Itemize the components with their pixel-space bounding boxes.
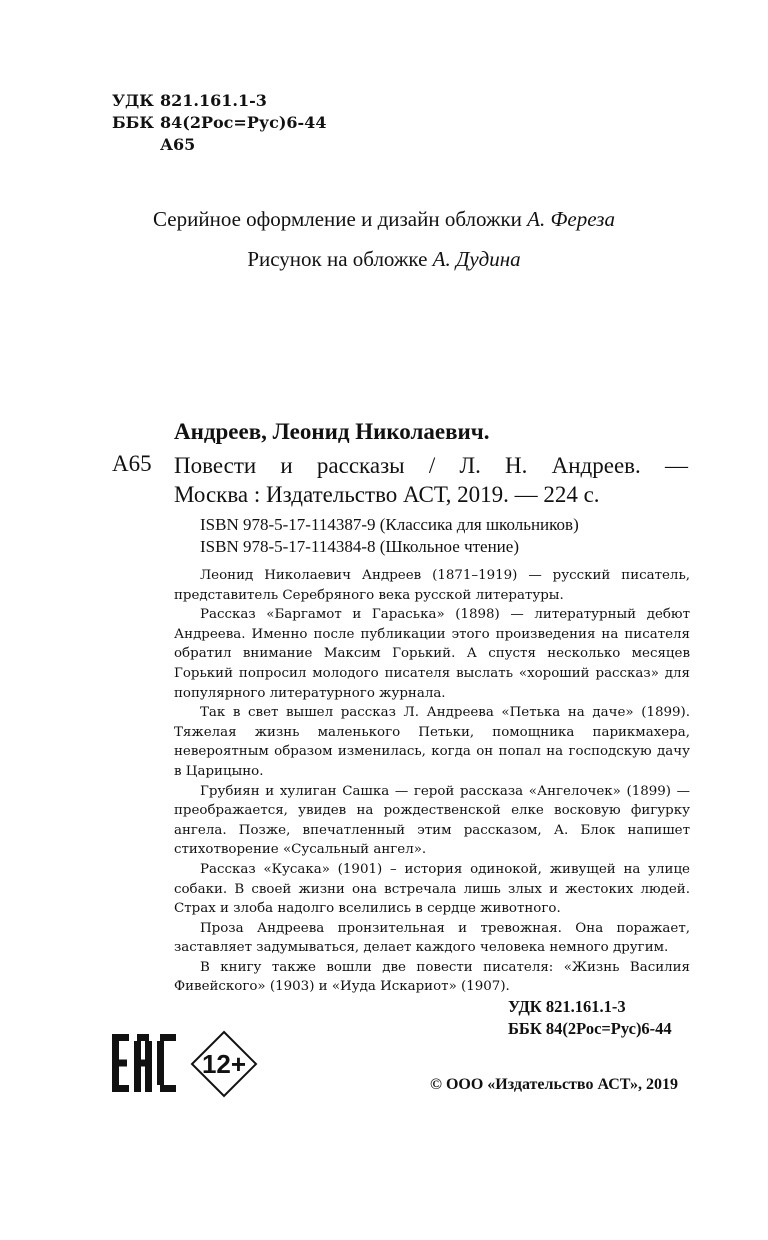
design-credit bbox=[0, 207, 768, 232]
isbn-list bbox=[200, 514, 579, 558]
bottom-udk: УДК 821.161.1-3 bbox=[508, 997, 626, 1016]
annotation-paragraph: Рассказ «Баргамот и Гараська» (1898) — литературный дебют Андреева. Именно после публикации этого произведения на писателя обратил внимание Максим Горький. А спустя несколько месяцев Горький попросил молодого писателя выслать «хороший рассказ» для популярного литературного журнала. bbox=[174, 607, 690, 701]
eac-logo bbox=[112, 1034, 176, 1092]
isbn-2: ISBN 978-5-17-114384-8 (Школьное чтение) bbox=[200, 537, 519, 556]
age-rating-text: 12+ bbox=[201, 1048, 247, 1079]
entry-mark: А65 bbox=[112, 451, 152, 476]
bottom-codes bbox=[508, 996, 672, 1040]
age-rating-badge bbox=[190, 1030, 258, 1098]
annotation-paragraph: Грубиян и хулиган Сашка — герой рассказа «Ангелочек» (1899) — преображается, увидев на рождественской елке восковую фигурку ангела. Позже, впечатленный этим рассказом, А. Блок напишет стихотворение «Сусальный ангел». bbox=[174, 783, 690, 858]
isbn-1: ISBN 978-5-17-114387-9 (Классика для школьников) bbox=[200, 515, 579, 534]
udk-label: УДК bbox=[112, 91, 154, 110]
annotation-paragraph: Проза Андреева пронзительная и тревожная. Она поражает, заставляет задумываться, делает каждого человека немного другим. bbox=[174, 920, 690, 956]
author-mark: А65 bbox=[160, 135, 196, 154]
annotation-paragraph: Леонид Николаевич Андреев (1871–1919) — русский писатель, представитель Серебряного века русской литературы. bbox=[174, 568, 690, 603]
classification-codes bbox=[112, 90, 326, 156]
udk-value: 821.161.1-3 bbox=[160, 91, 267, 110]
annotation bbox=[174, 566, 690, 997]
entry-author: Андреев, Леонид Николаевич. bbox=[174, 419, 490, 444]
entry-title-line-1: Повести и рассказы / Л. Н. Андреев. — bbox=[174, 453, 688, 478]
bottom-bbk: ББК 84(2Рос=Рус)6-44 bbox=[508, 1019, 672, 1038]
cover-credit-prefix: Рисунок на обложке bbox=[247, 247, 428, 271]
annotation-paragraph: В книгу также вошли две повести писателя: «Жизнь Василия Фивейского» (1903) и «Иуда Искариот» (1907). bbox=[174, 959, 690, 995]
design-credit-prefix: Серийное оформление и дизайн обложки bbox=[153, 207, 522, 231]
design-credit-name: А. Фереза bbox=[527, 207, 615, 231]
cover-credit bbox=[0, 247, 768, 272]
annotation-paragraph: Рассказ «Кусака» (1901) – история одинокой, живущей на улице собаки. В своей жизни она встречала лишь злых и жестоких людей. Страх и злоба надолго вселились в сердце животного. bbox=[174, 861, 690, 917]
annotation-paragraph: Так в свет вышел рассказ Л. Андреева «Петька на даче» (1899). Тяжелая жизнь маленького Петьки, помощника парикмахера, невероятным образом изменилась, когда он попал на господскую дачу в Царицыно. bbox=[174, 705, 690, 779]
bbk-value: 84(2Рос=Рус)6-44 bbox=[160, 113, 327, 132]
entry-title-line-2: Москва : Издательство АСТ, 2019. — 224 с. bbox=[174, 482, 600, 507]
entry-title bbox=[174, 451, 688, 509]
copyright: © ООО «Издательство АСТ», 2019 bbox=[430, 1076, 679, 1093]
bbk-label: ББК bbox=[112, 113, 154, 132]
cover-credit-name: А. Дудина bbox=[432, 247, 521, 271]
